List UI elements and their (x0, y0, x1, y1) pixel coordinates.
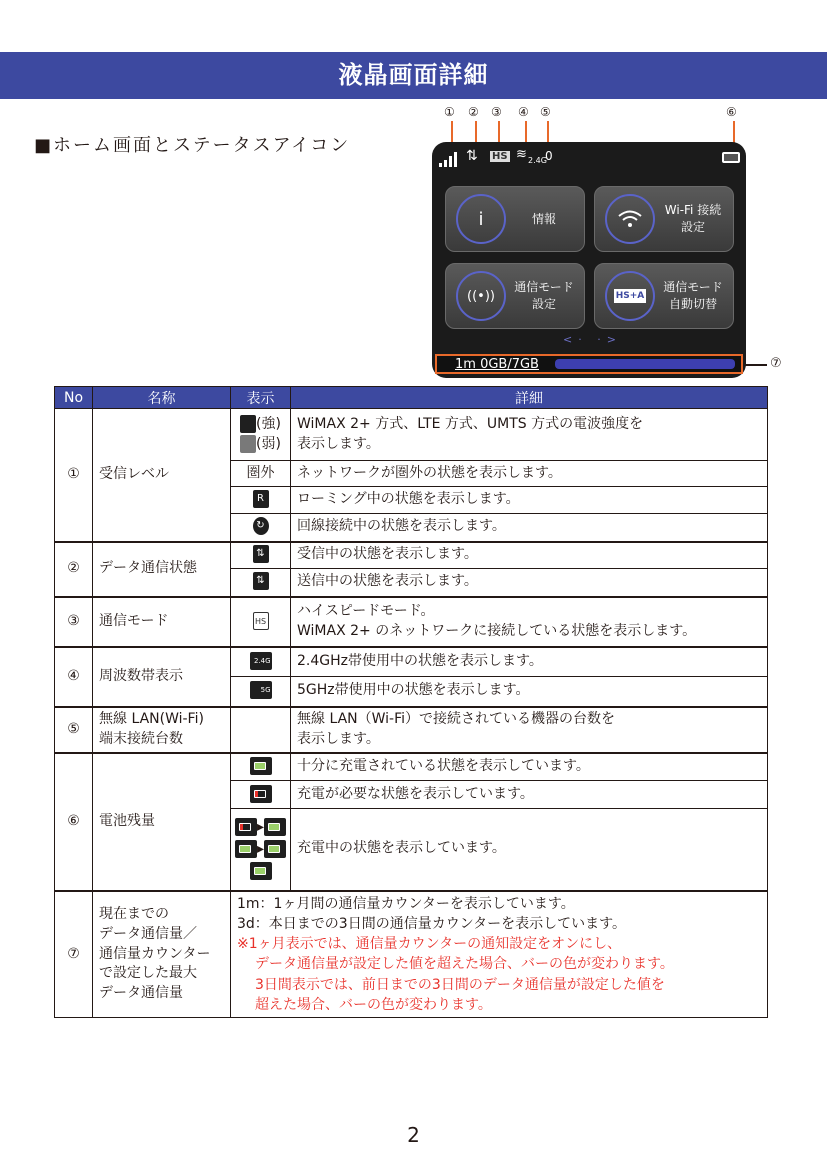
row-display: (強) (弱) (231, 409, 291, 461)
row-detail: 充電が必要な状態を表示しています。 (291, 781, 768, 809)
table-row (55, 542, 768, 569)
row-detail: 送信中の状態を表示します。 (291, 569, 768, 597)
page-header: 液晶画面詳細 (0, 52, 827, 99)
row-display (231, 707, 291, 753)
row-name: 無線 LAN(Wi-Fi) 端末接続台数 (93, 707, 231, 753)
roaming-icon: R (253, 490, 269, 508)
table-row (55, 597, 768, 647)
section-title: ■ホーム画面とステータスアイコン (34, 135, 351, 156)
callout-2: ② (468, 105, 479, 119)
callout-7: ⑦ (770, 356, 782, 371)
row-display: ▸ ▸ (231, 809, 291, 891)
band-label: 2.4G (528, 156, 547, 165)
row-name: 受信レベル (93, 409, 231, 542)
sending-icon: ⇅ (253, 572, 269, 590)
wifi-24g-icon: 2.4G (250, 652, 272, 670)
battery-charging-icon (250, 862, 272, 880)
wifi-icon: ≋ (516, 147, 527, 162)
row-detail: 受信中の状態を表示します。 (291, 542, 768, 569)
callout-line (745, 364, 767, 366)
hs-mode-icon: HS (492, 151, 508, 162)
icon-table (54, 386, 768, 1018)
tile-mode-settings[interactable] (445, 263, 585, 329)
row-display (231, 597, 291, 647)
hs-auto-icon: HS+A (605, 271, 655, 321)
row-detail: 5GHz帯使用中の状態を表示します。 (291, 677, 768, 707)
tile-label: 情報 (531, 211, 556, 226)
row-display (231, 677, 291, 707)
row-detail: ネットワークが圏外の状態を表示します。 (291, 461, 768, 487)
usage-text: 1m 0GB/7GB (455, 357, 539, 372)
battery-charging-icon (264, 840, 286, 858)
row-no: ⑦ (55, 891, 93, 1018)
pager-arrows[interactable]: <· ·> (563, 333, 622, 346)
row-detail: 1m：1ヶ月間の通信量カウンターを表示しています。 3d：本日までの3日間の通信量カウンターを表示しています。 ※1ヶ月表示では、通信量カウンターの通知設定をオンにし、 データ通信量が設定した値を超えた場合、バーの色が変わります。 3日間表示では、前日までの3日間のデータ通信量が設定した値を 超えた場合、バーの色が変わります。 (231, 891, 768, 1018)
row-detail: 十分に充電されている状態を表示しています。 (291, 753, 768, 781)
callout-6: ⑥ (726, 105, 737, 119)
callout-5: ⑤ (540, 105, 551, 119)
tile-label: Wi-Fi 接続 設定 (664, 203, 722, 234)
row-detail: WiMAX 2+ 方式、LTE 方式、UMTS 方式の電波強度を 表示します。 (291, 409, 768, 461)
tile-label: 通信モード 自動切替 (663, 280, 723, 311)
header-display: 表示 (231, 387, 291, 409)
row-detail: 回線接続中の状態を表示します。 (291, 514, 768, 542)
row-no: ③ (55, 597, 93, 647)
usage-meter (555, 359, 735, 369)
row-name: データ通信状態 (93, 542, 231, 597)
client-count: 0 (545, 149, 553, 163)
row-display: 圏外 (231, 461, 291, 487)
tile-auto-switch[interactable] (594, 263, 734, 329)
table-row (55, 707, 768, 753)
antenna-icon: ((•)) (456, 271, 506, 321)
row-no: ② (55, 542, 93, 597)
row-name: 現在までの データ通信量／ 通信量カウンター で設定した最大 データ通信量 (93, 891, 231, 1018)
battery-charging-icon (235, 840, 257, 858)
row-no: ④ (55, 647, 93, 707)
row-display (231, 514, 291, 542)
row-name: 周波数帯表示 (93, 647, 231, 707)
status-bar (432, 148, 746, 170)
signal-icon (438, 150, 460, 168)
row-detail: ローミング中の状態を表示します。 (291, 487, 768, 514)
battery-charging-icon (264, 818, 286, 836)
wifi-icon (605, 194, 655, 244)
row-display (231, 753, 291, 781)
usage-bar (435, 354, 743, 374)
battery-full-icon (250, 757, 272, 775)
row-detail: 充電中の状態を表示しています。 (291, 809, 768, 891)
row-name: 通信モード (93, 597, 231, 647)
callout-3: ③ (491, 105, 502, 119)
hs-mode-icon: HS (253, 612, 269, 630)
row-display (231, 569, 291, 597)
wifi-5g-icon: 5G (250, 681, 272, 699)
tile-info[interactable] (445, 186, 585, 252)
row-display (231, 647, 291, 677)
row-detail: ハイスピードモード。 WiMAX 2+ のネットワークに接続している状態を表示します。 (291, 597, 768, 647)
receiving-icon: ⇅ (253, 545, 269, 563)
row-no: ⑤ (55, 707, 93, 753)
row-display (231, 781, 291, 809)
row-no: ① (55, 409, 93, 542)
table-row (55, 647, 768, 677)
table-row (55, 753, 768, 781)
row-name: 電池残量 (93, 753, 231, 891)
row-display (231, 487, 291, 514)
table-row (55, 409, 768, 461)
row-detail: 2.4GHz帯使用中の状態を表示します。 (291, 647, 768, 677)
header-no: No (55, 387, 93, 409)
tile-wifi-settings[interactable] (594, 186, 734, 252)
connecting-icon: ↻ (253, 517, 269, 535)
table-header (55, 387, 768, 409)
row-display (231, 542, 291, 569)
callout-1: ① (444, 105, 455, 119)
row-detail: 無線 LAN（Wi-Fi）で接続されている機器の台数を 表示します。 (291, 707, 768, 753)
battery-low-icon (250, 785, 272, 803)
battery-charging-icon (235, 818, 257, 836)
table-row (55, 891, 768, 1018)
signal-weak-icon (240, 435, 256, 453)
info-icon: i (456, 194, 506, 244)
header-name: 名称 (93, 387, 231, 409)
tile-label: 通信モード 設定 (514, 280, 574, 311)
signal-strong-icon (240, 415, 256, 433)
header-detail: 詳細 (291, 387, 768, 409)
battery-icon (722, 152, 740, 163)
data-transfer-icon: ⇅ (466, 148, 478, 164)
callout-4: ④ (518, 105, 529, 119)
page-number: 2 (407, 1123, 420, 1147)
row-no: ⑥ (55, 753, 93, 891)
